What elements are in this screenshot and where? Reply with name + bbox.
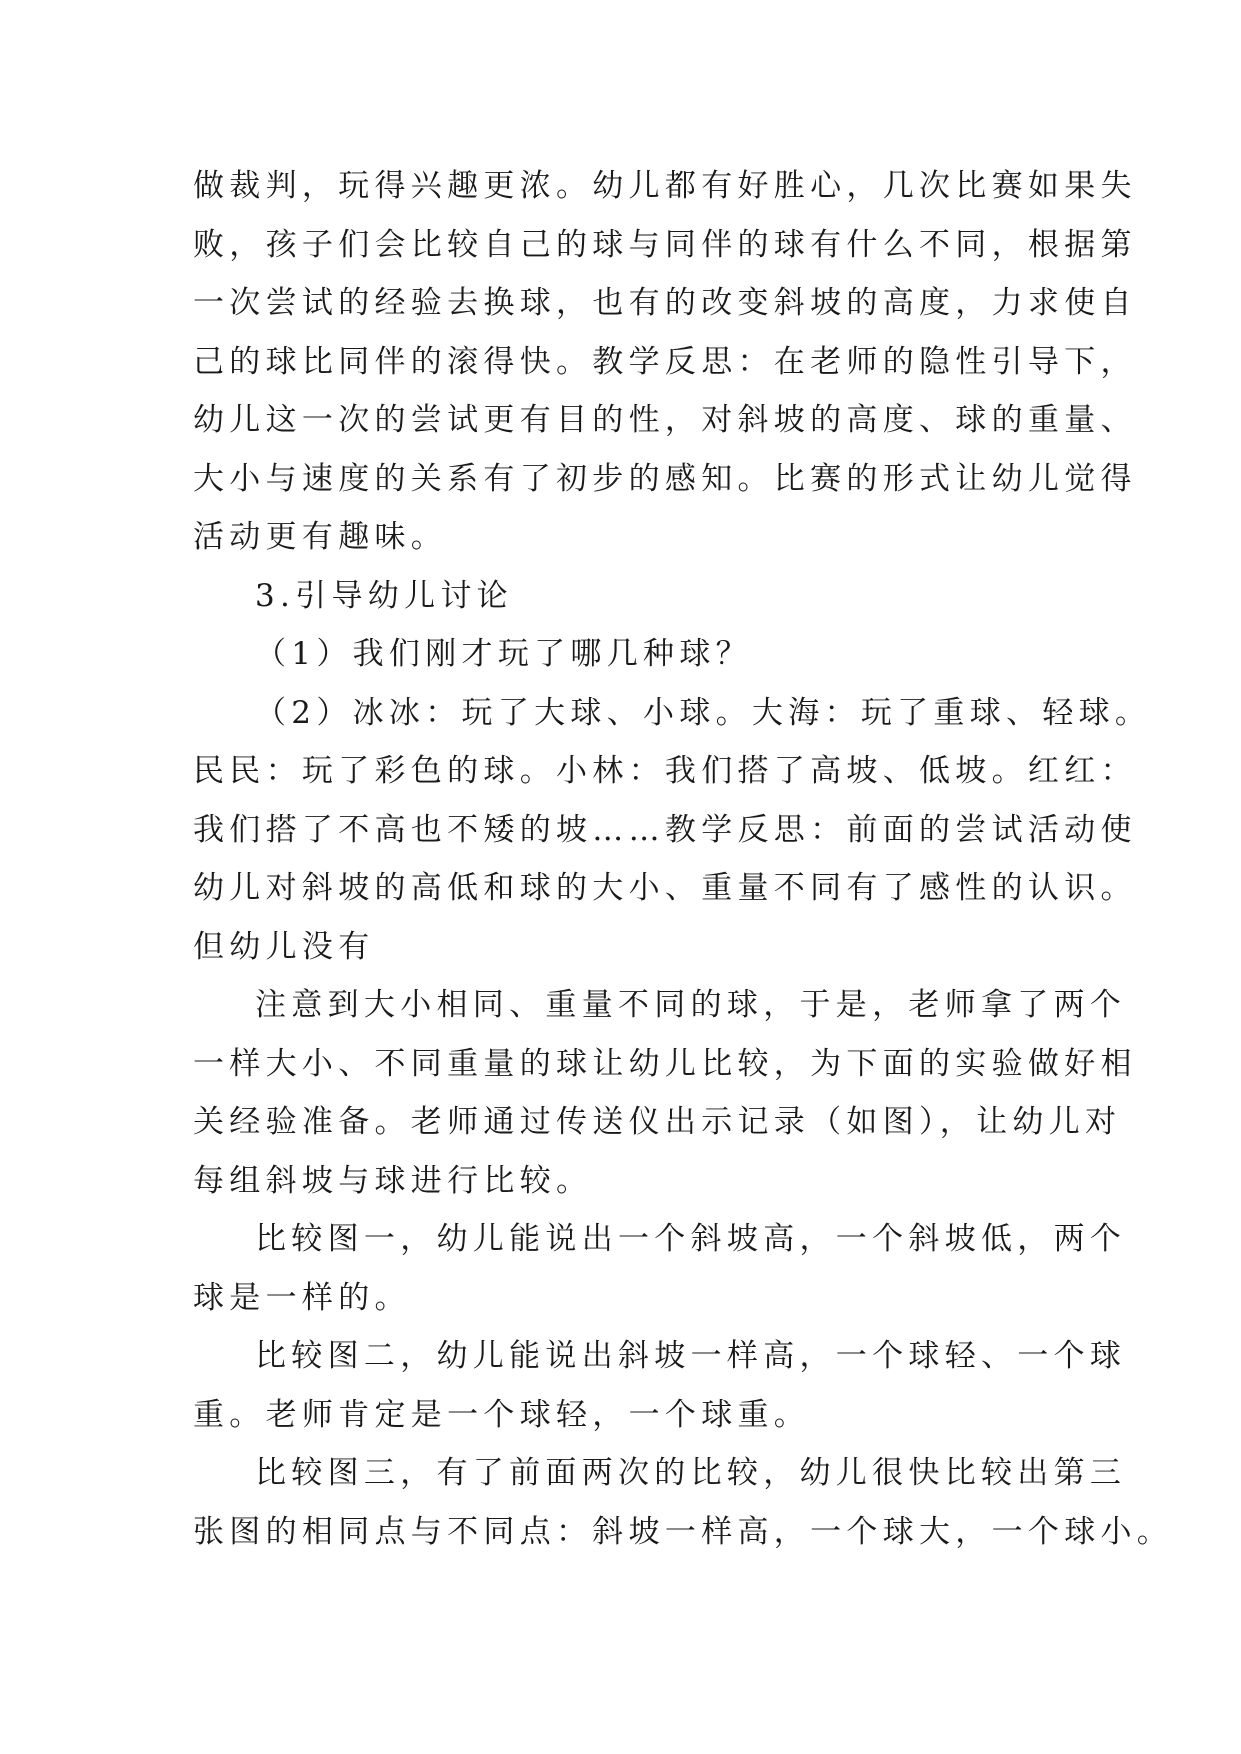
text-line: 民民：玩了彩色的球。小林：我们搭了高坡、低坡。红红： xyxy=(193,753,1137,789)
document-body xyxy=(193,157,1174,1561)
text-line: 但幼儿没有 xyxy=(193,928,375,965)
text-line: 败，孩子们会比较自己的球与同伴的球有什么不同，根据第 xyxy=(193,226,1137,263)
text-line: 比较图二，幼儿能说出斜坡一样高，一个球轻、一个球 xyxy=(255,1338,1127,1374)
text-line: 关经验准备。老师通过传送仪出示记录（如图），让幼儿对 xyxy=(193,1104,1122,1140)
text-line: 重。老师肯定是一个球轻，一个球重。 xyxy=(193,1396,811,1433)
text-line: （2）冰冰：玩了大球、小球。大海：玩了重球、轻球。 xyxy=(255,694,1152,731)
text-line: 一次尝试的经验去换球，也有的改变斜坡的高度，力求使自 xyxy=(193,285,1137,321)
text-line: 每组斜坡与球进行比较。 xyxy=(193,1162,593,1199)
text-line: 幼儿对斜坡的高低和球的大小、重量不同有了感性的认识。 xyxy=(193,870,1137,906)
text-line: 球是一样的。 xyxy=(193,1279,411,1316)
text-line: 注意到大小相同、重量不同的球，于是，老师拿了两个 xyxy=(255,987,1127,1023)
text-line: 幼儿这一次的尝试更有目的性，对斜坡的高度、球的重量、 xyxy=(193,402,1137,438)
text-line: 一样大小、不同重量的球让幼儿比较，为下面的实验做好相 xyxy=(193,1045,1137,1082)
text-line: 比较图三，有了前面两次的比较，幼儿很快比较出第三 xyxy=(255,1455,1127,1491)
text-line: 己的球比同伴的滚得快。教学反思：在老师的隐性引导下， xyxy=(193,343,1137,380)
text-line: （1）我们刚才玩了哪几种球？ xyxy=(255,636,752,672)
text-line: 张图的相同点与不同点：斜坡一样高，一个球大，一个球小。 xyxy=(193,1513,1174,1550)
text-line: 做裁判，玩得兴趣更浓。幼儿都有好胜心，几次比赛如果失 xyxy=(193,168,1137,204)
text-line: 3.引导幼儿讨论 xyxy=(255,577,513,614)
text-line: 活动更有趣味。 xyxy=(193,519,448,555)
text-line: 大小与速度的关系有了初步的感知。比赛的形式让幼儿觉得 xyxy=(193,460,1137,497)
text-line: 比较图一，幼儿能说出一个斜坡高，一个斜坡低，两个 xyxy=(255,1221,1127,1257)
text-line: 我们搭了不高也不矮的坡……教学反思：前面的尝试活动使 xyxy=(193,811,1137,848)
